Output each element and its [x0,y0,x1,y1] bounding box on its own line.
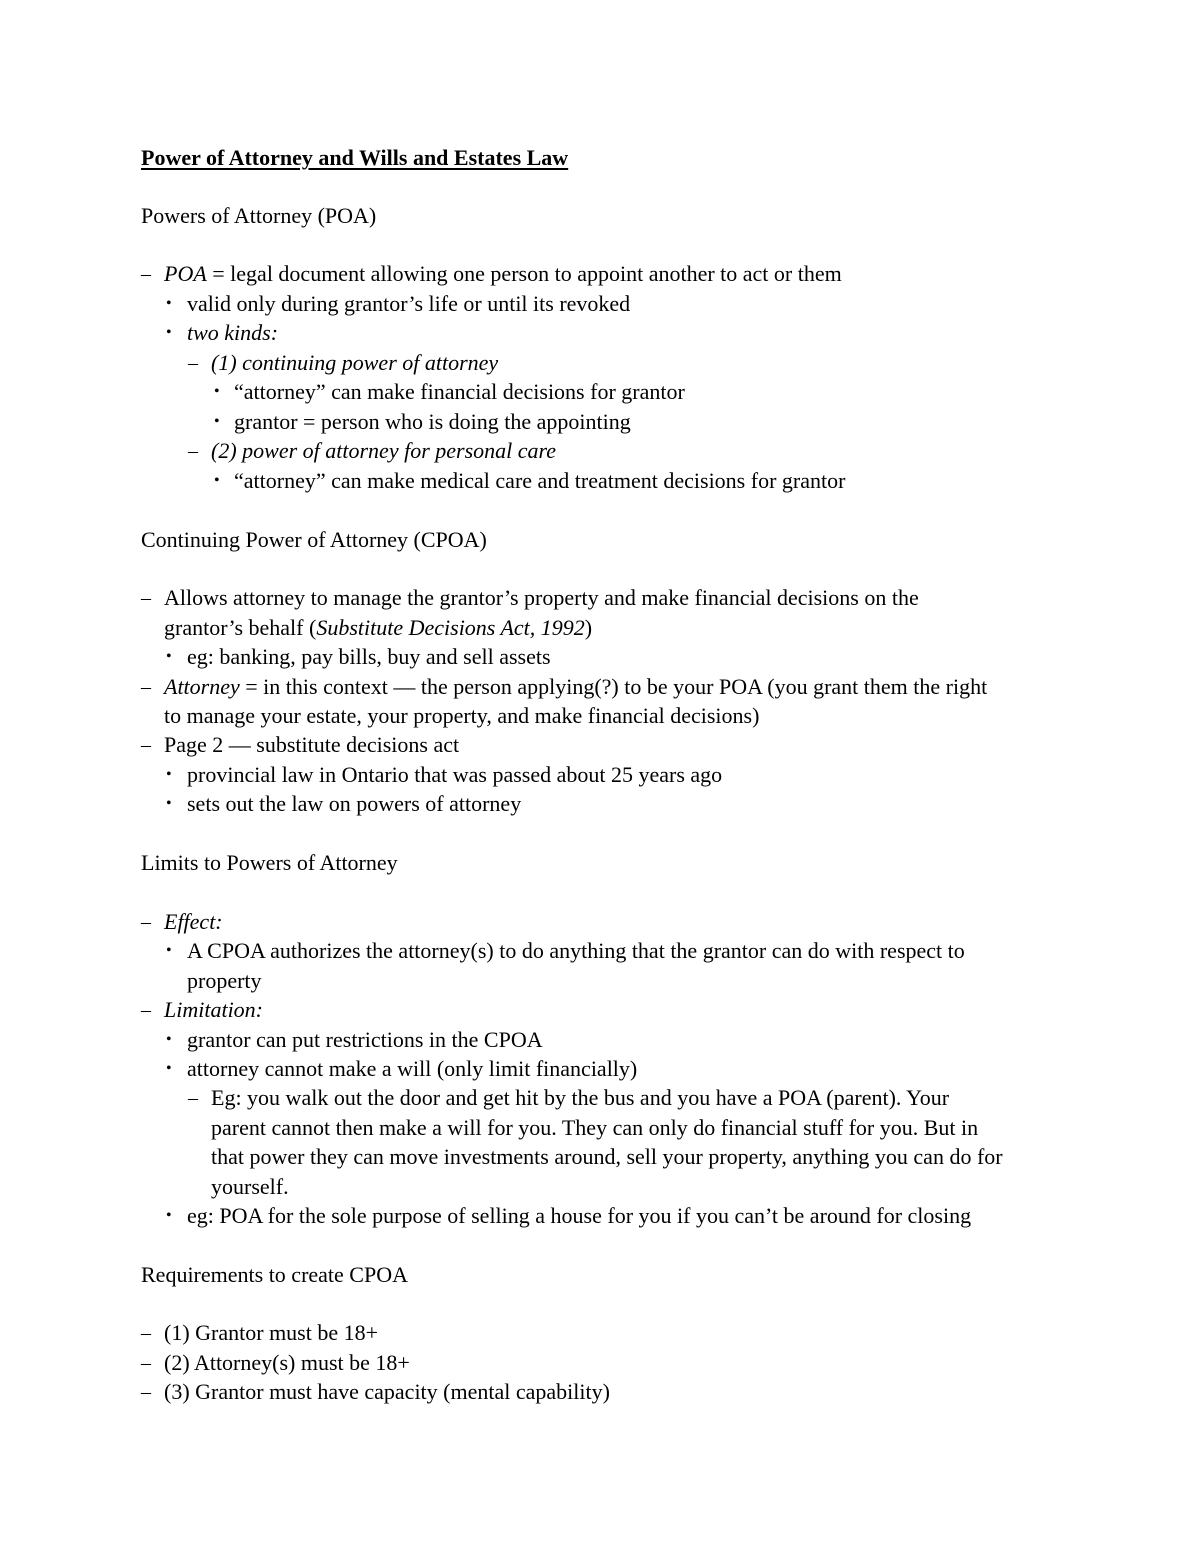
list-item: Attorney = in this context — the person applying(?) to be your POA (you grant them the right [164,674,988,699]
list-item: (1) Grantor must be 18+ [164,1320,379,1345]
list-item: grantor = person who is doing the appointing [234,409,631,434]
dash-marker: – [141,587,151,609]
dash-marker: – [141,1322,151,1344]
list-item-continuation: grantor’s behalf (Substitute Decisions Act, 1992) [164,615,593,640]
bullet-marker: • [166,324,172,341]
term-attorney: Attorney [164,674,240,699]
bullet-marker: • [166,1060,172,1077]
list-item-continuation: that power they can move investments around, sell your property, anything you can do for [211,1144,1003,1169]
list-item-continuation: yourself. [211,1174,289,1199]
list-item: eg: POA for the sole purpose of selling a house for you if you can’t be around for closing [187,1203,972,1228]
list-item: Page 2 — substitute decisions act [164,732,460,757]
dash-marker: – [141,734,151,756]
list-item: eg: banking, pay bills, buy and sell assets [187,644,551,669]
list-item-continuation: parent cannot then make a will for you. They can only do financial stuff for you. But in [211,1115,979,1140]
bullet-marker: • [166,1031,172,1048]
list-item: Eg: you walk out the door and get hit by the bus and you have a POA (parent). Your [211,1085,950,1110]
dash-marker: – [141,263,151,285]
list-item: grantor can put restrictions in the CPOA [187,1027,543,1052]
dash-marker: – [141,911,151,933]
list-item: valid only during grantor’s life or until its revoked [187,291,631,316]
bullet-marker: • [214,472,220,489]
bullet-marker: • [214,413,220,430]
list-item: Limitation: [164,997,264,1022]
list-item: provincial law in Ontario that was passed about 25 years ago [187,762,723,787]
bullet-marker: • [166,766,172,783]
list-item: Allows attorney to manage the grantor’s property and make financial decisions on the [164,585,919,610]
list-item: POA = legal document allowing one person to appoint another to act or them [164,261,842,286]
dash-marker: – [141,676,151,698]
bullet-marker: • [166,795,172,812]
section-heading-limits: Limits to Powers of Attorney [141,850,398,875]
list-item: (1) continuing power of attorney [211,350,499,375]
list-item: (3) Grantor must have capacity (mental capability) [164,1379,610,1404]
dash-marker: – [188,1087,198,1109]
list-item: Effect: [164,909,223,934]
bullet-marker: • [166,295,172,312]
section-heading-requirements: Requirements to create CPOA [141,1262,408,1287]
dash-marker: – [188,440,198,462]
list-item: “attorney” can make medical care and treatment decisions for grantor [234,468,846,493]
term-poa: POA [164,261,207,286]
citation: Substitute Decisions Act, 1992 [316,615,585,640]
dash-marker: – [141,999,151,1021]
list-item: sets out the law on powers of attorney [187,791,522,816]
list-item: two kinds: [187,320,279,345]
section-heading-poa: Powers of Attorney (POA) [141,203,377,228]
document-title: Power of Attorney and Wills and Estates Law [141,145,569,170]
bullet-marker: • [214,383,220,400]
list-item-continuation: to manage your estate, your property, and make financial decisions) [164,703,760,728]
dash-marker: – [188,352,198,374]
list-item: (2) Attorney(s) must be 18+ [164,1350,410,1375]
list-item: “attorney” can make financial decisions for grantor [234,379,685,404]
bullet-marker: • [166,1207,172,1224]
list-item: attorney cannot make a will (only limit financially) [187,1056,638,1081]
list-item: (2) power of attorney for personal care [211,438,557,463]
dash-marker: – [141,1381,151,1403]
list-item-continuation: property [187,968,262,993]
dash-marker: – [141,1352,151,1374]
list-item: A CPOA authorizes the attorney(s) to do anything that the grantor can do with respect to [187,938,965,963]
bullet-marker: • [166,648,172,665]
bullet-marker: • [166,942,172,959]
section-heading-cpoa: Continuing Power of Attorney (CPOA) [141,527,487,552]
